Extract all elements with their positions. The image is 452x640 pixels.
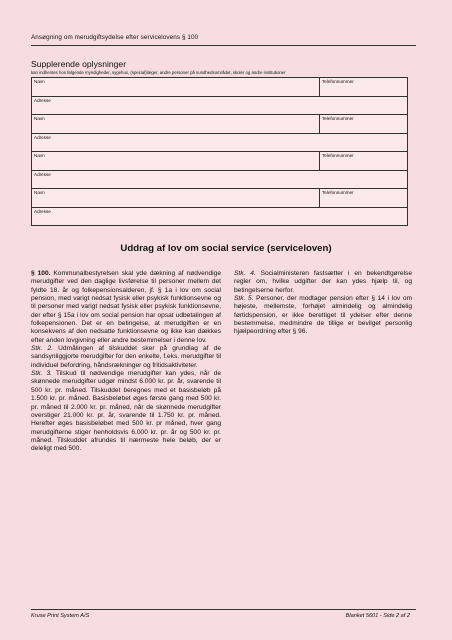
law-paragraph bbox=[31, 345, 221, 370]
paragraph-text: Tilskud til nødvendige merudgifter kan ydes, når de skønnede merudgifter udgør mindst 6.000 kr. pr. år, svarende til 500 kr. pr. måned. Tilskuddet beregnes med et basisbeløb på 1.500 kr. pr. måned. Basisbeløbet øges første gang med 500 kr. pr. måned til 2.000 kr. pr. måned, når de skønnede merudgifter overstiger 21.000 kr. pr. år, svarende til 1.750 kr. pr. måned. Herefter øges basisbeløbet med 500 kr. pr måned, hver gang merudgifterne stiger henholdsvis 6.000 kr. pr. år og 500 kr. pr. måned. Tilskuddet afrundes til nærmeste hele beløb, der er deleligt med 500. bbox=[31, 370, 221, 453]
phone-field-label: Telefonnummer bbox=[322, 190, 354, 195]
name-row[interactable] bbox=[31, 188, 408, 207]
paragraph-lead: Stk. 4. bbox=[234, 270, 256, 277]
paragraph-lead: § 100. bbox=[31, 270, 51, 277]
address-row[interactable] bbox=[31, 207, 408, 227]
section-subtitle: kan indhentes hos følgende myndigheder, sygehus, (special)læger, andre personer på sundhedsområdet, skoler og andre institutioner bbox=[31, 70, 286, 75]
law-text-left-column bbox=[31, 270, 221, 454]
field-divider bbox=[319, 78, 320, 96]
paragraph-text: Personer, der modtager pension efter § 14 i lov om højeste, mellemste, forhøjet almindelig og almindelig førtidspension, er ikke berettiget til ydelser efter denne bestemmelse, medmindre de tillige er bevilget personlig hjælpeordning efter § 96. bbox=[234, 295, 412, 336]
phone-field-label: Telefonnummer bbox=[322, 153, 354, 158]
page-header: Ansøgning om merudgiftsydelse efter servicelovens § 100 bbox=[31, 34, 199, 41]
header-divider bbox=[31, 45, 416, 46]
paragraph-lead: Stk. 5. bbox=[234, 295, 254, 303]
name-row[interactable] bbox=[31, 77, 408, 96]
phone-field-label: Telefonnummer bbox=[322, 79, 354, 84]
name-row[interactable] bbox=[31, 151, 408, 170]
paragraph-lead: Stk. 3. bbox=[31, 370, 52, 378]
law-paragraph bbox=[234, 295, 412, 337]
field-divider bbox=[319, 189, 320, 207]
address-row[interactable] bbox=[31, 133, 408, 152]
law-text-right-column bbox=[234, 270, 412, 337]
name-field-label: Navn bbox=[34, 79, 45, 84]
law-title: Uddrag af lov om social service (serviceloven) bbox=[120, 243, 332, 254]
phone-field-label: Telefonnummer bbox=[322, 116, 354, 121]
paragraph-text: Kommunalbestyrelsen skal yde dækning af nødvendige merudgifter ved den daglige livsførelse til personer mellem det fyldte 18. år og folkepensionsalderen, jf. § 1a i lov om social pension, med varigt nedsat fysisk eller psykisk funktionsevne og til personer med varigt nedsat fysisk eller psykisk funktionsevne, der efter § 15a i lov om social pension har opsat udbetalingen af folkepensionen. Det er en betingelse, at merudgiften er en konsekvens af den nedsatte funktionsevne og ikke kan dækkes efter anden lovgivning eller andre bestemmelser i denne lov. bbox=[31, 270, 221, 344]
name-row[interactable] bbox=[31, 114, 408, 133]
law-paragraph bbox=[234, 270, 412, 295]
footer-publisher: Kruse Print System A/S bbox=[31, 613, 90, 619]
address-field-label: Adresse bbox=[34, 134, 51, 140]
section-title: Supplerende oplysninger bbox=[31, 59, 127, 69]
law-paragraph bbox=[31, 270, 221, 345]
address-row[interactable] bbox=[31, 170, 408, 189]
address-row[interactable] bbox=[31, 96, 408, 115]
name-field-label: Navn bbox=[34, 153, 45, 158]
name-field-label: Navn bbox=[34, 190, 45, 195]
field-divider bbox=[319, 115, 320, 133]
address-field-label: Adresse bbox=[34, 97, 51, 103]
contacts-form bbox=[31, 77, 408, 226]
field-divider bbox=[319, 152, 320, 170]
address-field-label: Adresse bbox=[34, 208, 51, 214]
law-paragraph bbox=[31, 370, 221, 453]
paragraph-text: Socialministeren fastsætter i en bekendtgørelse regler om, hvilke udgifter der kan ydes hjælp til, og betingelserne herfor. bbox=[234, 270, 412, 294]
footer-page-info: Blanket 5601 - Side 2 af 2 bbox=[345, 613, 410, 619]
paragraph-text: Udmålingen af tilskuddet sker på grundlag af de sandsynliggjorte merudgifter for den enkelte, f.eks. merudgifter til individuel befordring, håndsrækninger og fritidsaktiviteter. bbox=[31, 345, 221, 369]
footer-divider bbox=[31, 609, 416, 610]
paragraph-lead: Stk. 2. bbox=[31, 345, 54, 353]
name-field-label: Navn bbox=[34, 116, 45, 121]
address-field-label: Adresse bbox=[34, 171, 51, 177]
